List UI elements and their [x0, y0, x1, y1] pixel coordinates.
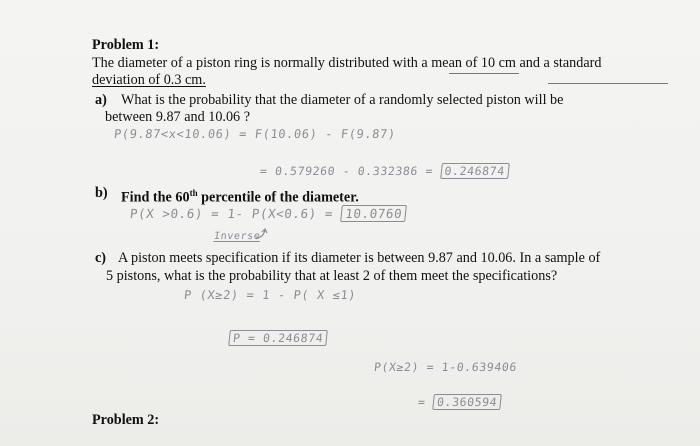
part-b-label: b)	[95, 185, 108, 201]
part-a-handwritten-step-1: P(9.87<x<10.06) = F(10.06) - F(9.87)	[113, 127, 397, 141]
problem-1-intro-line-1: The diameter of a piston ring is normally distributed with a mean of 10 cm and a standard	[92, 55, 602, 71]
underline-mark	[449, 73, 519, 74]
part-a-question-line-2: between 9.87 and 10.06 ?	[105, 109, 250, 125]
part-b-handwritten-step-1: P(X >0.6) = 1- P(X<0.6) = 10.0760	[129, 206, 407, 221]
part-b-handwritten-note: Inverse	[213, 231, 261, 242]
part-c-handwritten-step-2: P = 0.246874	[228, 331, 328, 345]
problem-1-title: Problem 1:	[92, 37, 160, 53]
curved-arrow-icon	[254, 227, 270, 241]
part-b-question: Find the 60th percentile of the diameter.	[121, 188, 359, 206]
part-c-answer-box: 0.360594	[432, 394, 502, 410]
part-c-question-line-1: A piston meets specification if its diameter is between 9.87 and 10.06. In a sample of	[118, 250, 601, 266]
problem-1-intro-line-2: deviation of 0.3 cm.	[92, 72, 206, 88]
part-a-answer-box: 0.246874	[440, 163, 510, 179]
part-c-handwritten-step-1: P (X≥2) = 1 - P( X ≤1)	[183, 288, 357, 302]
part-c-handwritten-step-4: = 0.360594	[417, 395, 502, 409]
part-a-handwritten-step-2: = 0.579260 - 0.332386 = 0.246874	[259, 164, 509, 178]
underline-mark	[548, 83, 668, 84]
part-c-handwritten-step-3: P(X≥2) = 1-0.639406	[373, 360, 518, 374]
problem-2-title: Problem 2:	[92, 412, 160, 428]
part-a-question-line-1: What is the probability that the diameter of a randomly selected piston will be	[121, 92, 564, 108]
part-c-question-line-2: 5 pistons, what is the probability that at least 2 of them meet the specifications?	[106, 268, 558, 284]
part-b-answer-box: 10.0760	[340, 205, 407, 222]
part-c-label: c)	[95, 250, 107, 266]
part-a-label: a)	[95, 92, 107, 108]
